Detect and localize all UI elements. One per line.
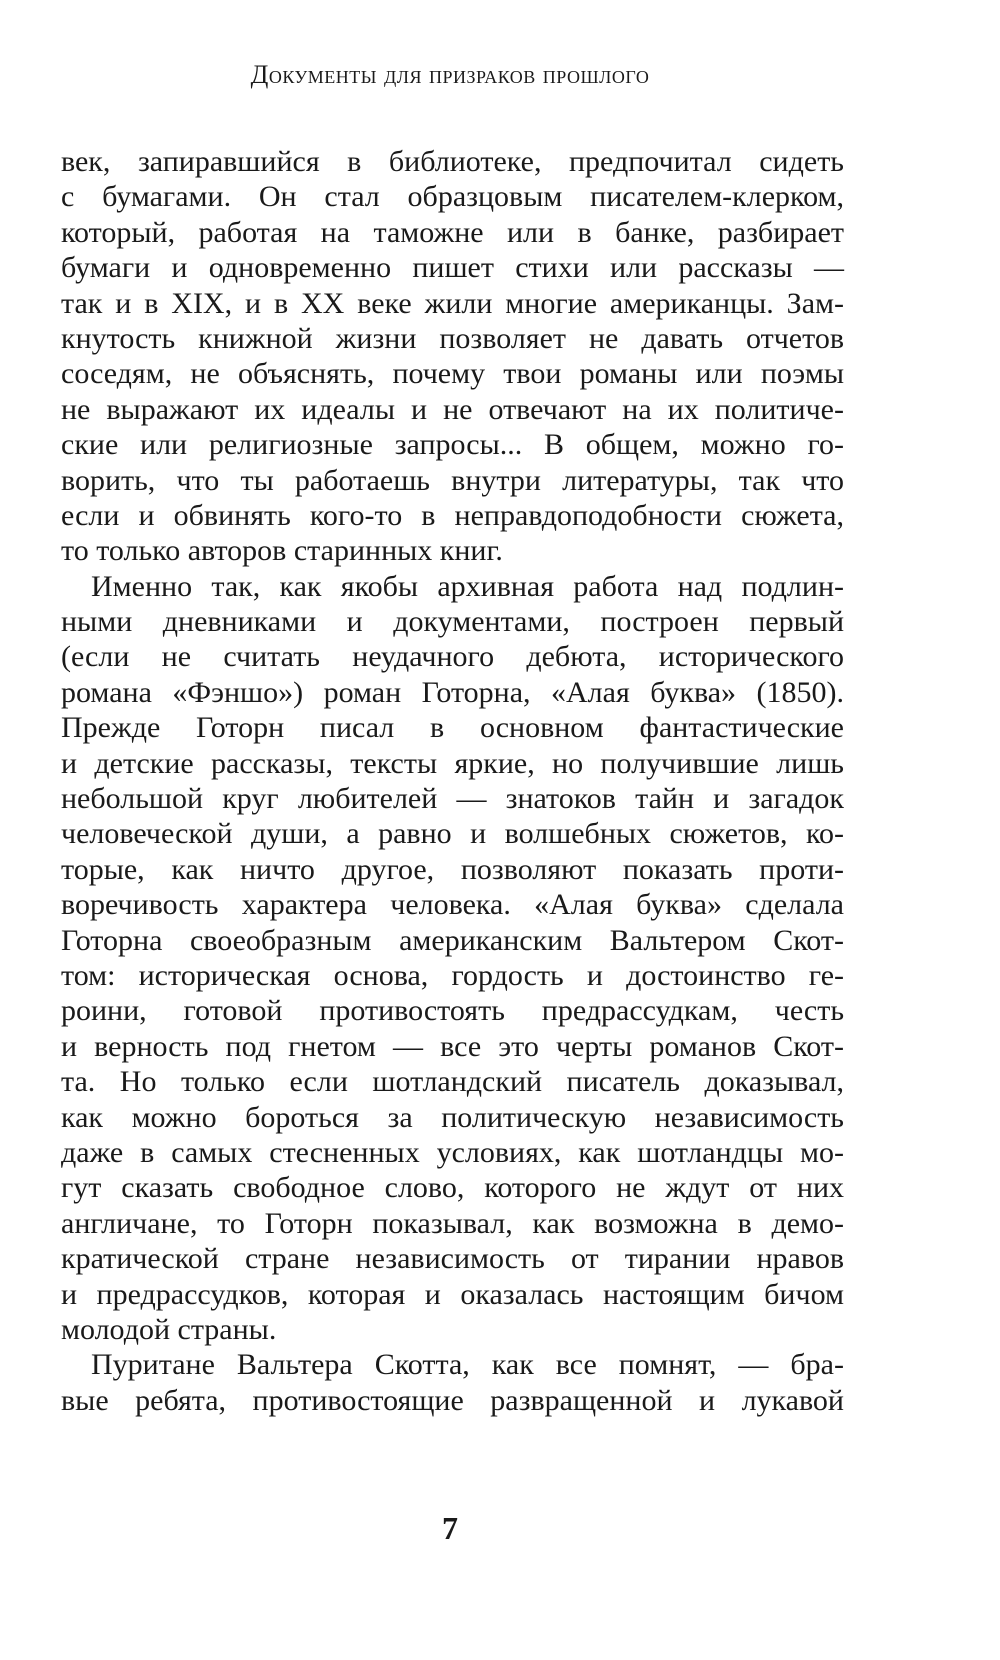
- page-number: 7: [442, 1510, 458, 1546]
- text-line: и предрассудков, которая и оказалась настоящим бичом: [61, 1277, 844, 1311]
- running-header: Документы для призраков прошлого: [250, 60, 650, 89]
- text-line: Именно так, как якобы архивная работа над подлин-: [91, 569, 844, 603]
- text-line: та. Но только если шотландский писатель доказывал,: [61, 1065, 844, 1099]
- text-line: том: историческая основа, гордость и достоинство ге-: [61, 958, 844, 992]
- text-line: так и в XIX, и в XX веке жили многие американцы. Зам-: [61, 286, 844, 320]
- text-line: Готорна своеобразным американским Вальтером Скот-: [61, 923, 844, 957]
- text-line: то только авторов старинных книг.: [61, 534, 503, 568]
- text-line: ворить, что ты работаешь внутри литературы, так что: [61, 463, 844, 497]
- text-line: Пуритане Вальтера Скотта, как все помнят, — бра-: [91, 1348, 844, 1382]
- text-line: небольшой круг любителей — знатоков тайн и загадок: [61, 782, 844, 816]
- text-line: молодой страны.: [61, 1312, 277, 1346]
- text-line: гут сказать свободное слово, которого не ждут от них: [61, 1171, 844, 1205]
- text-line: человеческой души, а равно и волшебных сюжетов, ко-: [61, 817, 844, 851]
- text-line: роини, готовой противостоять предрассудкам, честь: [61, 994, 844, 1028]
- text-line: Прежде Готорн писал в основном фантастические: [61, 711, 844, 745]
- paragraph-2: [61, 569, 844, 1348]
- text-line: не выражают их идеалы и не отвечают на их политиче-: [61, 392, 844, 426]
- text-line: воречивость характера человека. «Алая буква» сделала: [61, 888, 844, 922]
- text-line: и детские рассказы, тексты яркие, но получившие лишь: [61, 746, 844, 780]
- text-line: как можно бороться за политическую независимость: [61, 1100, 844, 1134]
- text-line: англичане, то Готорн показывал, как возможна в демо-: [61, 1206, 844, 1240]
- text-line: который, работая на таможне или в банке, разбирает: [61, 215, 844, 249]
- body-text: [61, 144, 844, 1418]
- text-line: романа «Фэншо») роман Готорна, «Алая буква» (1850).: [61, 675, 844, 709]
- text-line: ские или религиозные запросы... В общем, можно го-: [61, 428, 844, 462]
- text-line: и верность под гнетом — все это черты романов Скот-: [61, 1029, 844, 1063]
- paragraph-1: [61, 144, 844, 569]
- text-line: бумаги и одновременно пишет стихи или рассказы —: [61, 251, 844, 285]
- text-line: кратической стране независимость от тирании нравов: [61, 1242, 844, 1276]
- text-line: с бумагами. Он стал образцовым писателем-клерком,: [61, 180, 844, 214]
- text-line: вые ребята, противостоящие развращенной и лукавой: [61, 1383, 844, 1417]
- text-line: если и обвинять кого-то в неправдоподобности сюжета,: [61, 498, 844, 532]
- text-line: торые, как ничто другое, позволяют показать проти-: [61, 852, 844, 886]
- text-line: век, запиравшийся в библиотеке, предпочитал сидеть: [61, 145, 844, 178]
- text-line: (если не считать неудачного дебюта, исторического: [61, 640, 844, 674]
- paragraph-3: [61, 1347, 844, 1418]
- text-line: ными дневниками и документами, построен первый: [61, 605, 844, 639]
- text-line: даже в самых стесненных условиях, как шотландцы мо-: [61, 1135, 844, 1169]
- text-line: соседям, не объяснять, почему твои романы или поэмы: [61, 357, 844, 391]
- text-line: кнутость книжной жизни позволяет не давать отчетов: [61, 321, 844, 355]
